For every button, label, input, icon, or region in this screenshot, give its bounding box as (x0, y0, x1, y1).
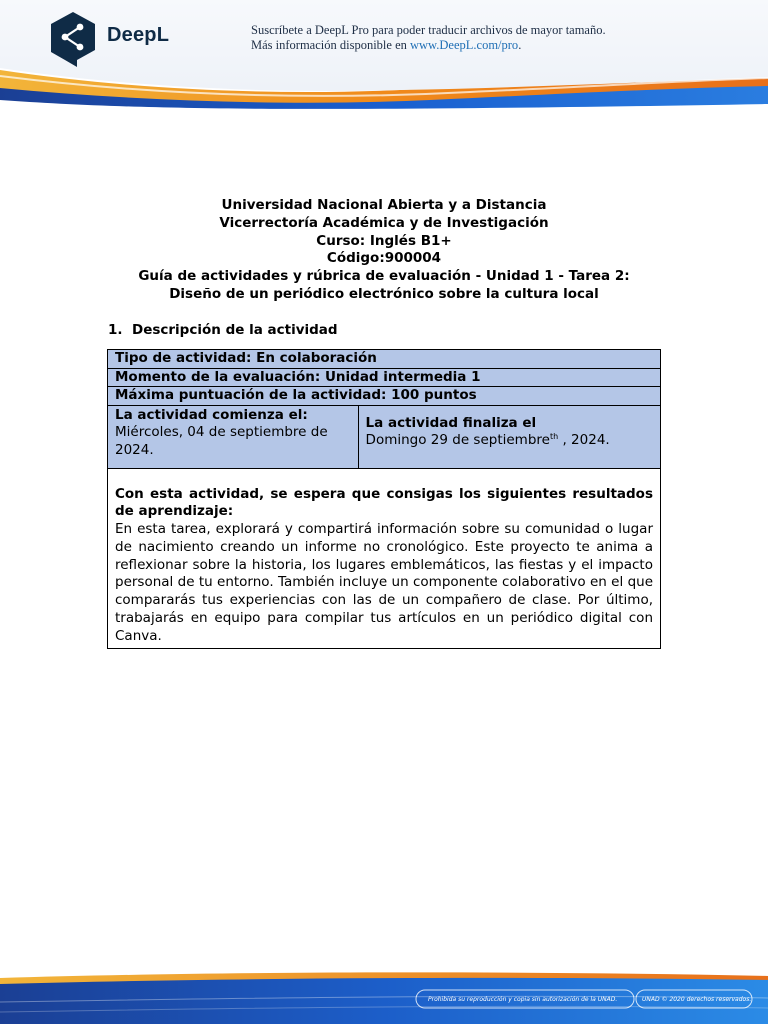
start-date-label: La actividad comienza el: (115, 406, 308, 423)
table-row (108, 468, 661, 648)
promo-line-2-prefix: Más información disponible en (251, 38, 410, 52)
vicerrectoria: Vicerrectoría Académica y de Investigación (219, 214, 549, 231)
table-row (108, 405, 661, 468)
document-title-block (60, 197, 708, 304)
end-date-main: Domingo 29 de septiembre (365, 432, 550, 448)
max-score-cell: Máxima puntuación de la actividad: 100 puntos (108, 387, 661, 406)
activity-type-cell: Tipo de actividad: En colaboración (108, 350, 661, 369)
start-date-cell (108, 405, 359, 468)
deepl-banner (0, 0, 768, 112)
deepl-pro-link[interactable]: www.DeepL.com/pro (410, 38, 519, 52)
learning-outcomes-heading: Con esta actividad, se espera que consigas los siguientes resultados de aprendizaje: (115, 485, 653, 520)
section-heading (108, 322, 338, 338)
footer-copy-notice: Prohibida su reproducción y copia sin autorización de la UNAD. (428, 996, 618, 1003)
promo-line-2 (251, 38, 606, 53)
table-row (108, 387, 661, 406)
university-name: Universidad Nacional Abierta y a Distancia (221, 197, 547, 213)
table-row (108, 368, 661, 387)
deepl-promo-text (251, 23, 606, 53)
table-row (108, 350, 661, 369)
guide-title: Guía de actividades y rúbrica de evaluación - Unidad 1 - Tarea 2: (138, 268, 630, 285)
deepl-brand-name: DeepL (107, 24, 170, 46)
course-name: Curso: Inglés B1+ (316, 232, 452, 249)
learning-outcomes-body: En esta tarea, explorará y compartirá información sobre su comunidad o lugar de nacimiento creando un informe no cronológico. Este proyecto te anima a reflexionar sobre la historia, los lugares emblemáticos, las fiestas y el impacto personal de tu entorno. También incluye un componente colaborativo en el que compararás tus experiencias con las de un compañero de clase. Por último, trabajarás en equipo para compilar tus artículos en un periódico digital con Canva. (115, 521, 653, 644)
end-date-value (366, 432, 610, 448)
end-date-ordinal: th (549, 432, 559, 441)
section-title: Descripción de la actividad (132, 322, 338, 338)
start-date-value: Miércoles, 04 de septiembre de 2024. (115, 424, 328, 458)
promo-line-1: Suscríbete a DeepL Pro para poder traducir archivos de mayor tamaño. (251, 23, 606, 37)
guide-subtitle: Diseño de un periódico electrónico sobre la cultura local (169, 285, 599, 302)
banner-background (0, 0, 768, 112)
learning-outcomes-cell (108, 468, 661, 648)
end-date-label: La actividad finaliza el (365, 414, 537, 431)
end-date-tail: , 2024. (558, 432, 610, 448)
evaluation-moment-cell: Momento de la evaluación: Unidad intermedia 1 (108, 368, 661, 387)
deepl-logo-icon[interactable] (47, 10, 99, 68)
footer-rights: UNAD © 2020 derechos reservados. (642, 996, 752, 1003)
promo-line-2-suffix: . (518, 38, 522, 52)
end-date-cell (358, 405, 660, 468)
section-number: 1. (108, 322, 123, 338)
course-code: Código:900004 (326, 250, 442, 267)
activity-info-table (107, 349, 661, 649)
